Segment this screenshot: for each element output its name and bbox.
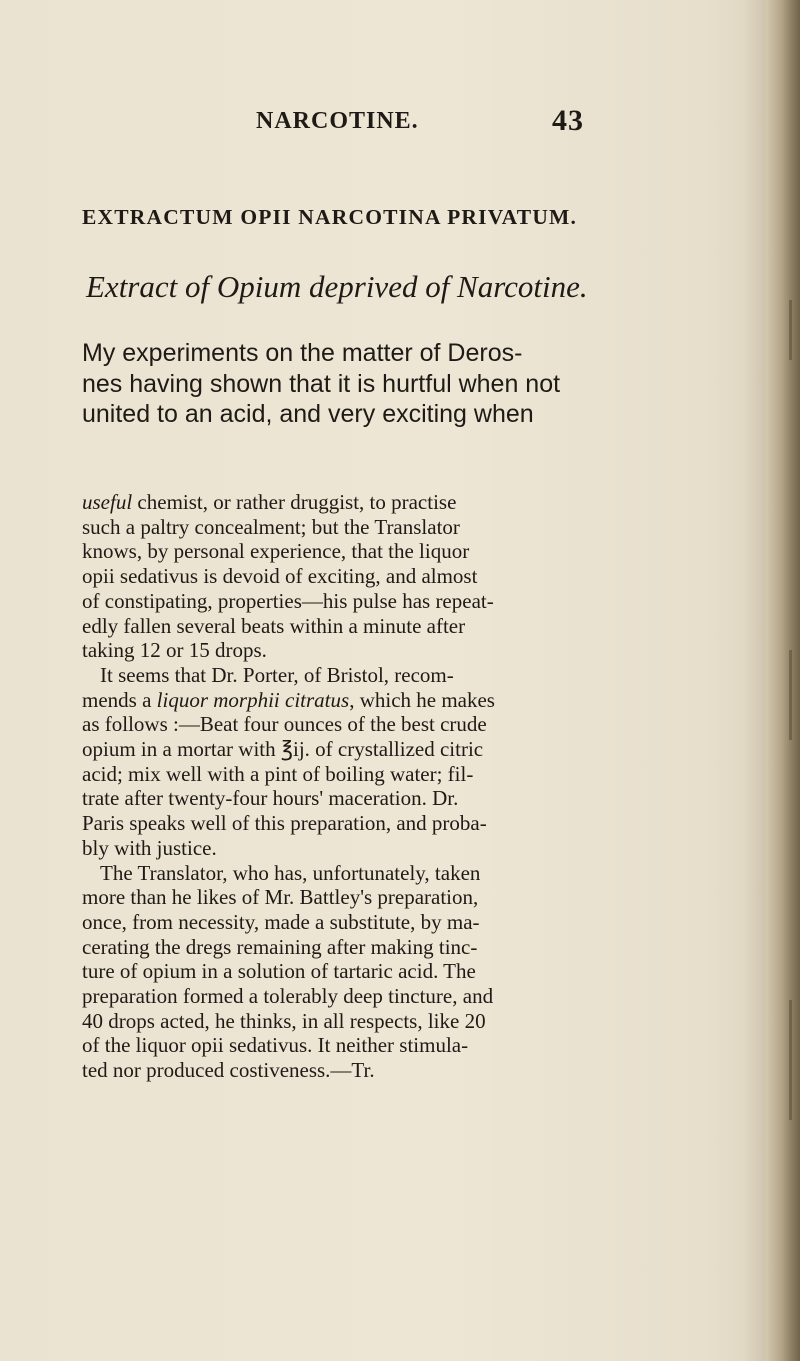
note-line: trate after twenty-four hours' maceration. Dr. [82,786,459,811]
intro-line: My experiments on the matter of Deros- [82,339,523,367]
note-line: Paris speaks well of this preparation, and proba- [82,811,487,836]
note-italic-word: useful [82,490,133,514]
note-line: acid; mix well with a pint of boiling water; fil- [82,761,474,786]
note-line: edly fallen several beats within a minute after [82,613,466,638]
note-line: of the liquor opii sedativus. It neither stimula- [82,1033,469,1058]
intro-line: nes having shown that it is hurtful when not [82,369,561,398]
binding-stain [789,300,792,360]
note-line: The Translator, who has, unfortunately, taken [100,860,481,885]
note-line: once, from necessity, made a substitute, by ma- [82,909,480,934]
note-line: cerating the dregs remaining after making tinc- [82,934,478,959]
binding-stain [789,650,792,740]
section-subtitle: Extract of Opium deprived of Narcotine. [86,269,588,304]
note-text: mends a [82,687,157,712]
note-line: bly with justice. [82,835,217,860]
running-head [256,104,596,137]
note-line [82,688,762,713]
note-text: chemist, or rather druggist, to practise [132,490,457,514]
note-line: It seems that Dr. Porter, of Bristol, recom- [100,662,454,687]
note-line [82,490,762,515]
book-binding-edge [766,0,800,1361]
note-line: taking 12 or 15 drops. [82,638,267,663]
running-head-title: NARCOTINE. [256,108,419,134]
note-line: ture of opium in a solution of tartaric acid. The [82,959,476,984]
note-line: 40 drops acted, he thinks, in all respects, like 20 [82,1008,486,1033]
note-line: knows, by personal experience, that the liquor [82,539,470,564]
note-line: ted nor produced costiveness.—Tr. [82,1058,375,1083]
note-line: opii sedativus is devoid of exciting, and almost [82,564,478,589]
translator-note [82,490,762,1083]
page-number: 43 [552,104,584,137]
intro-paragraph [82,338,732,430]
section-title: EXTRACTUM OPII NARCOTINA PRIVATUM. [82,205,578,229]
note-line: of constipating, properties—his pulse has repeat- [82,588,494,613]
note-italic-phrase: liquor morphii citratus [156,687,350,712]
note-line: preparation formed a tolerably deep tincture, and [82,984,494,1009]
intro-line: united to an acid, and very exciting when [82,400,534,428]
note-line: as follows :—Beat four ounces of the best crude [82,712,487,737]
note-line: more than he likes of Mr. Battley's preparation, [82,885,479,910]
note-line: opium in a mortar with ℥ij. of crystallized citric [82,737,484,762]
note-line: such a paltry concealment; but the Translator [82,514,460,539]
note-text: , which he makes [349,687,495,712]
binding-stain [789,1000,792,1120]
